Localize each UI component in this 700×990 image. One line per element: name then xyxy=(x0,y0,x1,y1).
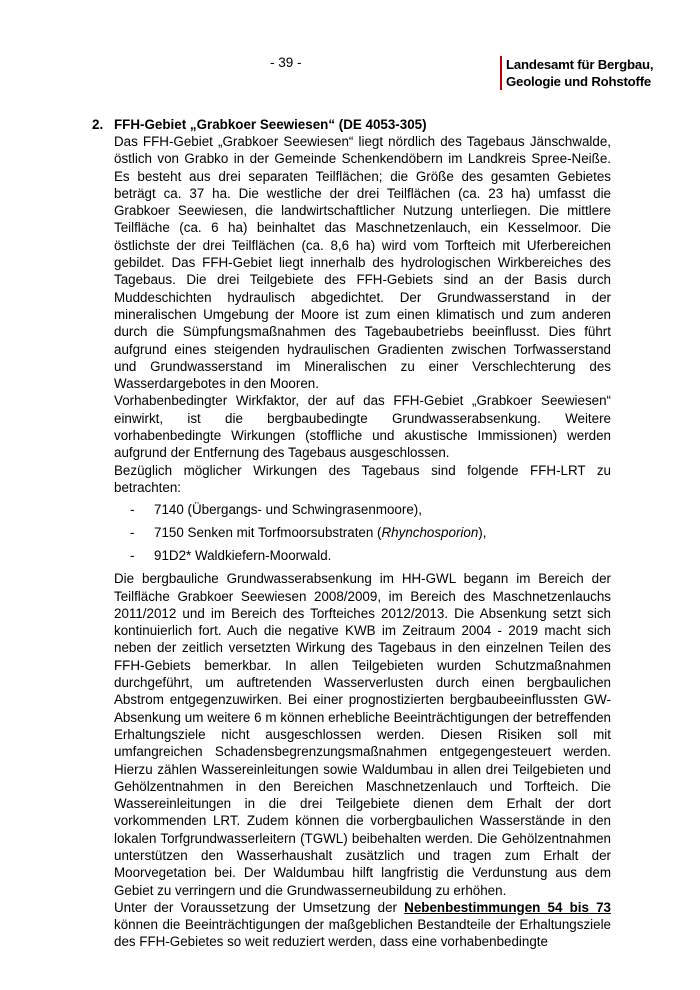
section-heading xyxy=(92,116,632,133)
conclusion-text: Unter der Voraussetzung der Umsetzung der xyxy=(114,899,405,915)
paragraph-lrt-intro: Bezüglich möglicher Wirkungen des Tagebaus sind folgende FFH-LRT zu betrachten: xyxy=(114,462,611,495)
list-item xyxy=(114,524,611,542)
lrt-list xyxy=(114,501,611,565)
page-number: - 39 - xyxy=(270,55,302,70)
ancillary-provisions-link[interactable]: Nebenbestimmungen 54 bis 73 xyxy=(404,899,611,915)
list-item-text: 7150 Senken mit Torfmoorsubstraten ( xyxy=(154,525,382,541)
section-content xyxy=(92,116,632,951)
conclusion-text: können die Beeinträchtigungen der maßgeblichen Bestandteile der Erhaltungsziele des FFH-Gebietes so weit reduziert werden, dass eine vorhabenbedingte xyxy=(114,917,611,950)
paragraph-impact-factor: Vorhabenbedingter Wirkfaktor, der auf das FFH-Gebiet „Grabkoer Seewiesen“ einwirkt, ist die bergbaubedingte Grundwasserabsenkung. Weitere vorhabenbedingte Wirkungen (stoffliche und akustische Immissionen) werden aufgrund der Entfernung des Tagebaus ausgeschlossen. xyxy=(114,393,611,461)
list-item: - 7140 (Übergangs- und Schwingrasenmoore), xyxy=(114,501,611,519)
agency-line-2: Geologie und Rohstoffe xyxy=(506,74,652,89)
section-title: FFH-Gebiet „Grabkoer Seewiesen“ (DE 4053-305) xyxy=(114,117,427,132)
section-number: 2. xyxy=(92,117,104,132)
paragraph-conclusion xyxy=(114,899,611,951)
species-name: Rhynchosporion xyxy=(381,525,479,541)
paragraph-groundwater-lowering: Die bergbauliche Grundwasserabsenkung im HH-GWL begann im Bereich der Teilfläche Grabkoer Seewiesen 2008/2009, im Bereich des Maschnetzenlauchs 2011/2012 und im Bereich des Torfteiches 2012/2013. Die Absenkung setzt sich kontinuierlich fort. Auch die negative KWB im Zeitraum 2004 - 2019 macht sich neben der zeitlich versetzten Wirkung des Tagebaus in den einzelnen Teilen des FFH-Gebiets bemerkbar. In allen Teilgebieten wurden Schutzmaßnahmen durchgeführt, um auftretenden Wasserverlusten durch einen bergbaulichen Abstrom entgegenzuwirken. Bei einer prognostizierten bergbaubeeinflussten GW-Absenkung um weitere 6 m können erhebliche Beeinträchtigungen der betreffenden Erhaltungsziele nicht ausgeschlossen werden. Diesen Risiken soll mit umfangreichen Schadensbegrenzungsmaßnahmen entgegengesteuert werden. Hierzu zählen Wassereinleitungen sowie Waldumbau in allen drei Teilgebieten und Gehölzentnahmen in den Bereichen Maschnetzenlauch und Torfteich. Die Wassereinleitungen in die drei Teilgebiete dienen dem Erhalt der dort vorkommenden LRT. Zudem können die vorbergbaulichen Wasserstände in den lokalen Torfgrundwasserleitern (TGWL) beibehalten werden. Die Gehölzentnahmen unterstützen den Wasserhaushalt zusätzlich und tragen zum Erhalt der Moorvegetation bei. Der Waldumbau hilft langfristig die Verdunstung aus dem Gebiet zu verringern und die Grundwasserneubildung zu erhöhen. xyxy=(114,571,611,898)
section-body xyxy=(114,133,611,951)
list-item: - 91D2* Waldkiefern-Moorwald. xyxy=(114,547,611,565)
paragraph-area-description: Das FFH-Gebiet „Grabkoer Seewiesen“ liegt nördlich des Tagebaus Jänschwalde, östlich von Grabko in der Gemeinde Schenkendöbern im Landkreis Spree-Neiße. Es besteht aus drei separaten Teilflächen; die Größe des gesamten Gebietes beträgt ca. 37 ha. Die westliche der drei Teilflächen (ca. 23 ha) umfasst die Grabkoer Seewiesen, die landwirtschaftlicher Nutzung unterliegen. Die mittlere Teilfläche (ca. 6 ha) beinhaltet das Maschnetzenlauch, ein Kesselmoor. Die östlichste der drei Teilflächen (ca. 8,6 ha) wird vom Torfteich mit Uferbereichen gebildet. Das FFH-Gebiet liegt innerhalb des hydrologischen Wirkbereiches des Tagebaus. Die drei Teilgebiete des FFH-Gebiets sind an der Basis durch Muddeschichten hydraulisch abgedichtet. Der Grundwasserstand in der mineralischen Umgebung der Moore ist zum einen klimatisch und zum anderen durch die Sümpfungsmaßnahmen des Tagebaubetriebs beeinflusst. Dies führt aufgrund eines steigenden hydraulischen Gradienten zwischen Torfwasserstand und Grundwasserstand im Mineralischen zu einer Verschlechterung des Wasserdargebotes in den Mooren. xyxy=(114,134,611,392)
list-item-text: ), xyxy=(478,525,487,541)
agency-name xyxy=(500,56,653,90)
agency-line-1: Landesamt für Bergbau, xyxy=(506,57,654,72)
